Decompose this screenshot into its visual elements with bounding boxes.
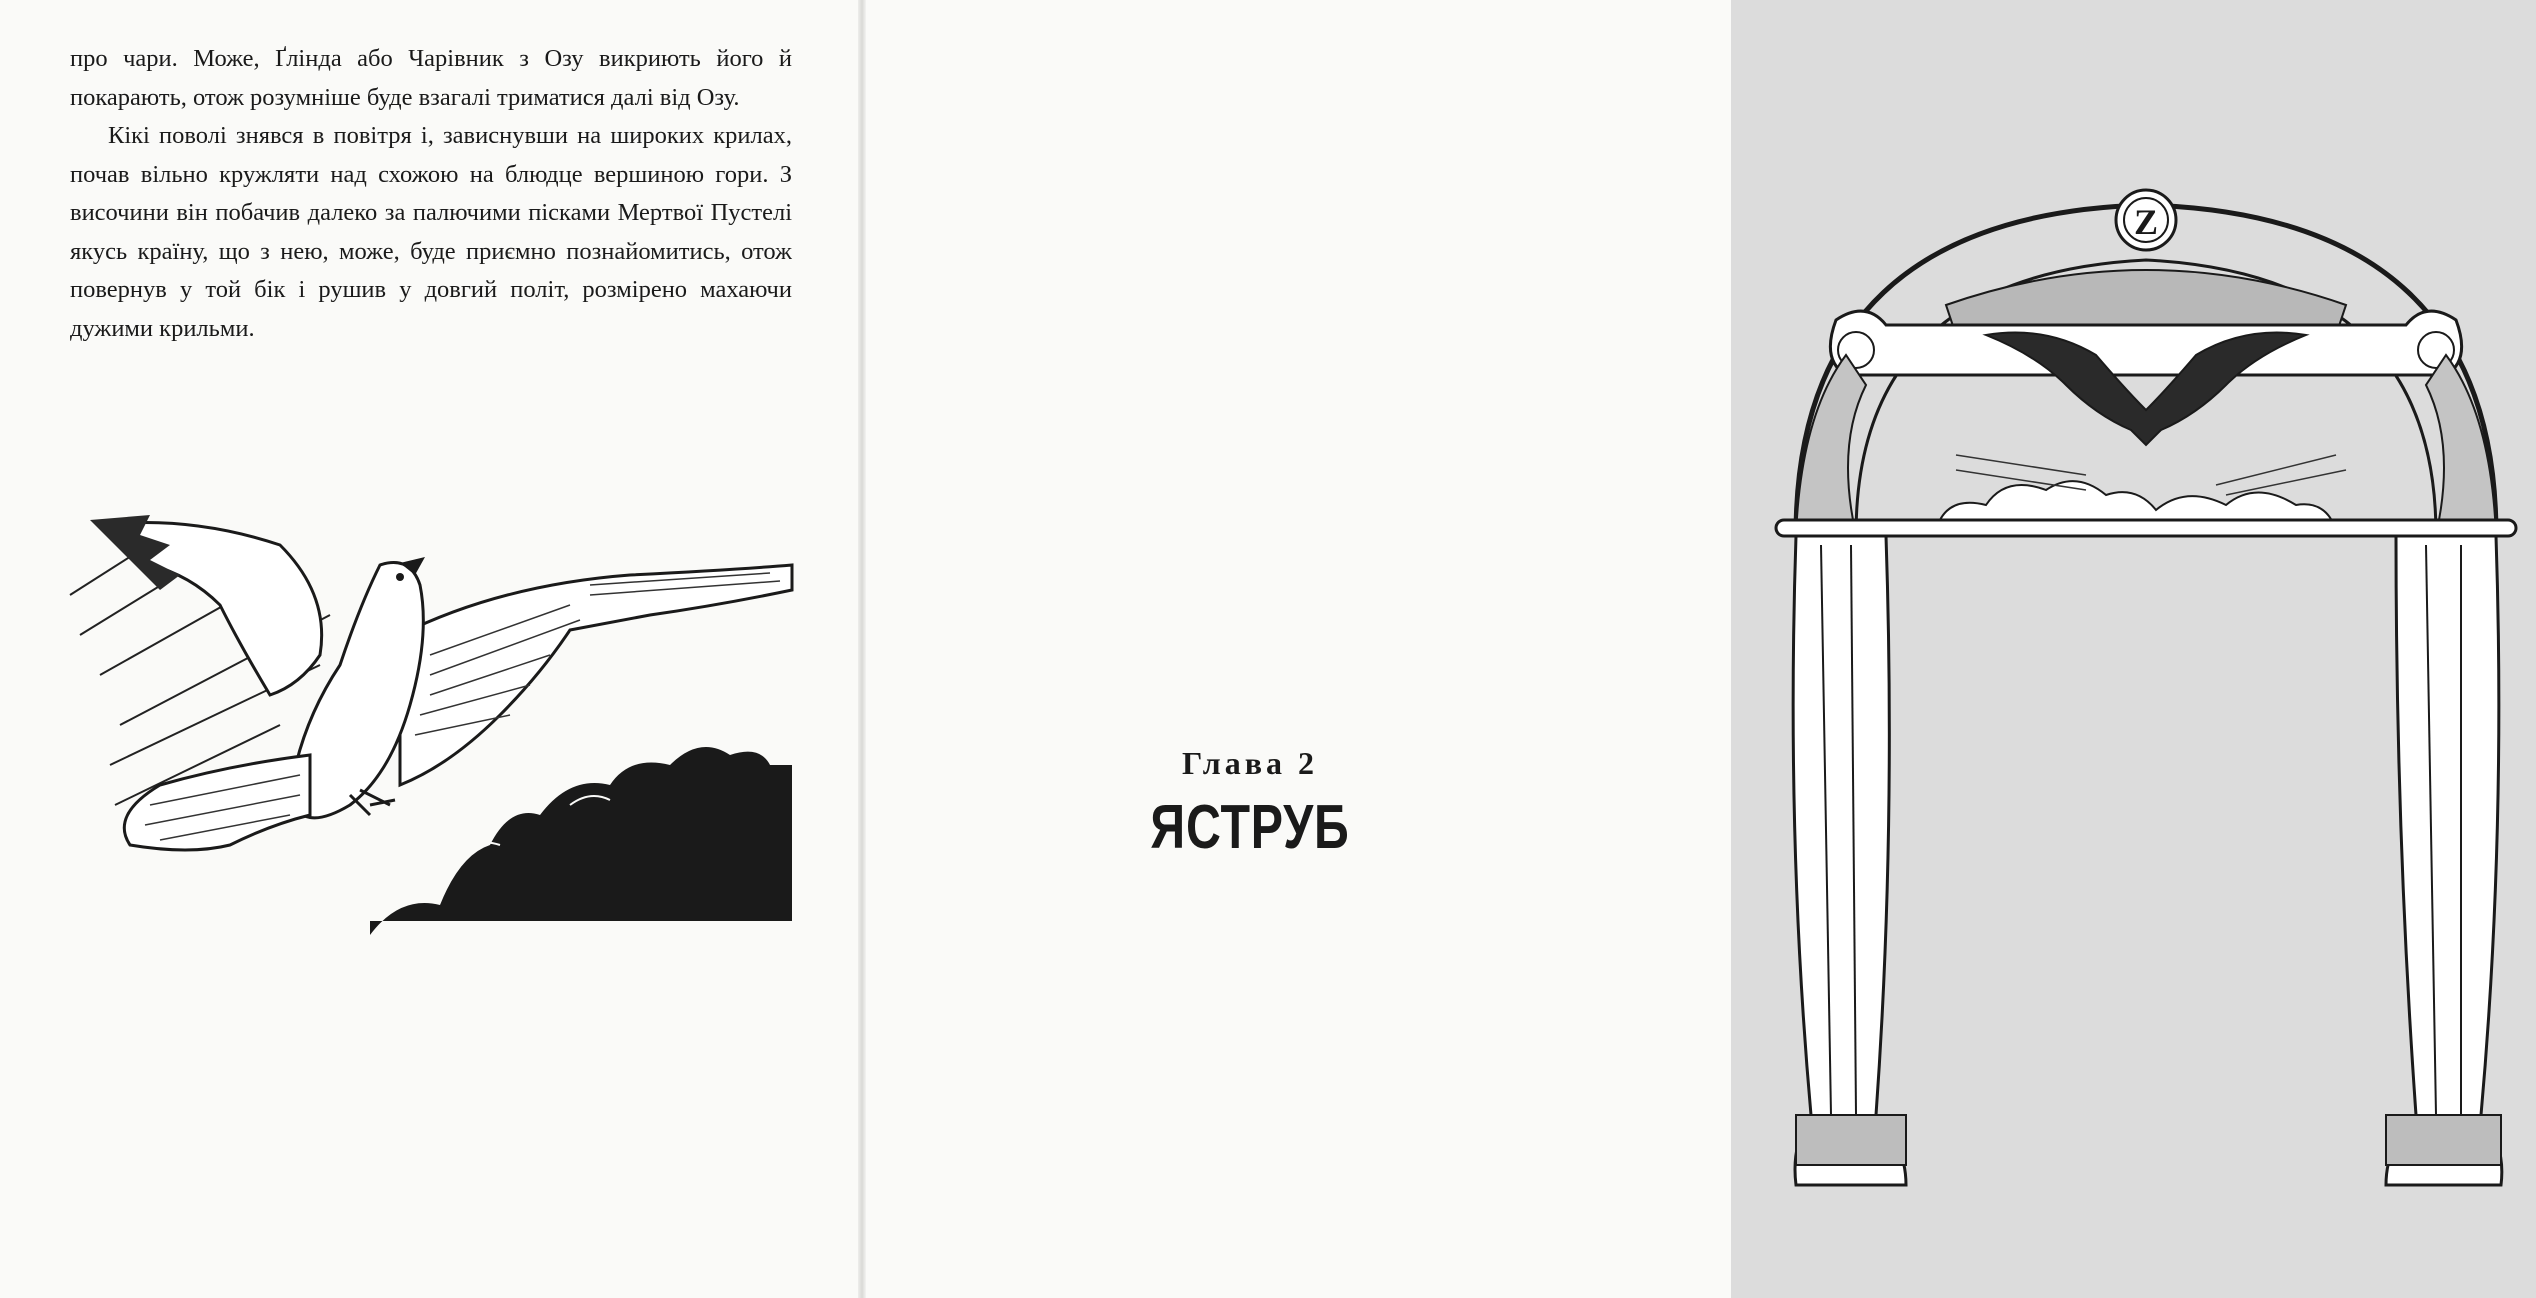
emblem-letter: Z — [2133, 202, 2159, 242]
book-gutter — [858, 0, 866, 1298]
chapter-title: ЯСТРУБ — [1150, 793, 1350, 862]
chapter-number: Глава 2 — [1182, 745, 1318, 781]
paragraph-2: Кікі поволі знявся в повітря і, зависнувши на широких крилах, почав вільно кружляти над схожою на блюдце вершиною гори. З височини він побачив далеко за палючими пісками Мертвої Пустелі якусь країну, що з нею, може, буде приємно познайомитись, отож повернув у той бік і рушив у довгий політ, розмірено махаючи дужими крильми. — [70, 122, 792, 342]
paragraph-1: про чари. Може, Ґлінда або Чарівник з Озу викриють його й покарають, отож розумніше буде взагалі триматися далі від Озу. — [70, 45, 792, 111]
right-page — [866, 0, 2159, 1298]
body-text — [70, 40, 792, 348]
flying-eagle-illustration — [70, 515, 792, 1015]
left-page — [0, 0, 858, 1298]
arch-with-curtains-illustration — [1756, 185, 2536, 1275]
